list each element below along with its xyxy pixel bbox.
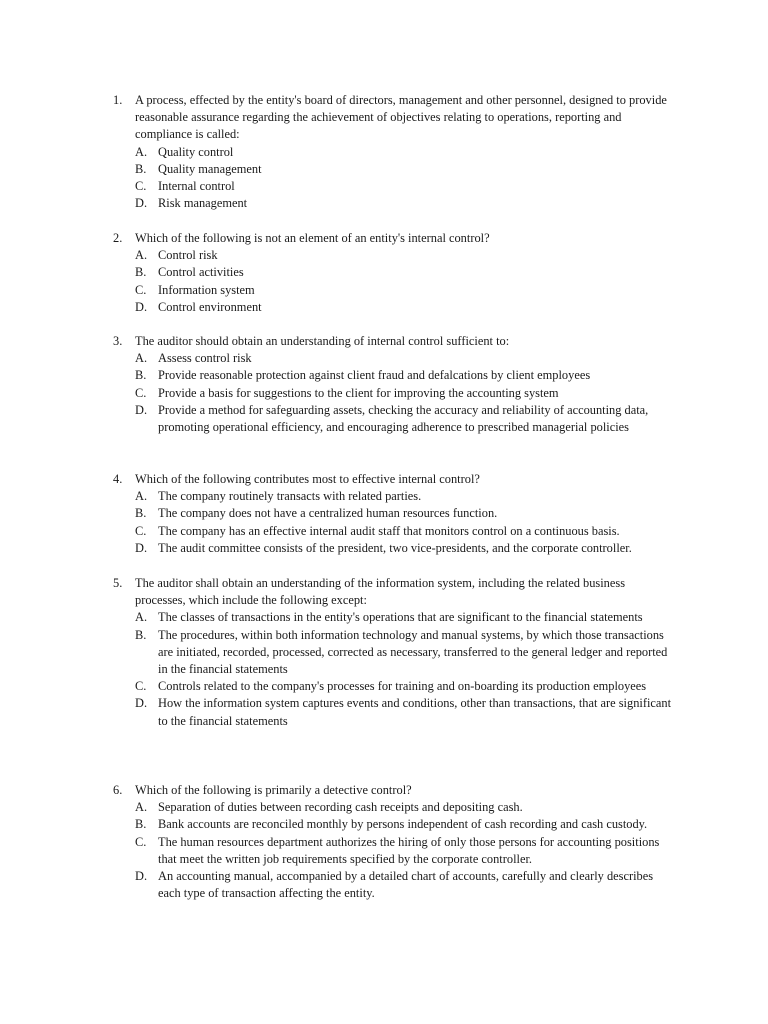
option-letter: C. [135, 282, 147, 297]
option-text: Information system [158, 282, 255, 297]
question-6-stem [0, 782, 673, 799]
question-number: 4. [113, 472, 123, 486]
question-3 [0, 333, 768, 436]
option-text: How the information system captures events and conditions, other than transactions, that are significant to the financial statements [158, 696, 672, 728]
option-letter: C. [135, 523, 147, 538]
option-text: The company does not have a centralized human resources function. [158, 506, 498, 521]
option-letter: A. [135, 489, 148, 504]
option-b [0, 627, 678, 679]
option-letter: D. [135, 402, 148, 417]
option-letter: D. [135, 196, 148, 211]
option-a [0, 609, 678, 626]
option-text: The classes of transactions in the entity's operations that are significant to the financial statements [158, 610, 643, 625]
option-letter: C. [135, 679, 147, 694]
option-text: The company has an effective internal audit staff that monitors control on a continuous basis. [158, 523, 620, 538]
option-b [0, 367, 678, 384]
question-number: 5. [113, 576, 123, 590]
question-number: 2. [113, 231, 123, 245]
option-text: Provide a basis for suggestions to the client for improving the accounting system [158, 385, 559, 400]
option-d [0, 695, 678, 729]
option-b [0, 161, 678, 178]
option-c [0, 523, 678, 540]
option-a [0, 799, 678, 816]
option-text: The company routinely transacts with related parties. [158, 489, 422, 504]
question-text: Which of the following is not an element of an entity's internal control? [135, 231, 490, 245]
option-letter: D. [135, 299, 148, 314]
option-d [0, 540, 678, 557]
question-5-stem [0, 575, 673, 609]
question-5 [0, 575, 768, 730]
question-3-stem [0, 333, 673, 350]
option-letter: B. [135, 817, 147, 832]
question-number: 6. [113, 783, 123, 797]
option-text: The procedures, within both information technology and manual systems, by which those transactions are initiated, recorded, processed, corrected as necessary, transferred to the general ledger and reported in the financial statements [158, 627, 668, 677]
option-b [0, 816, 678, 833]
option-text: Provide reasonable protection against client fraud and defalcations by client employees [158, 368, 591, 383]
option-a [0, 247, 678, 264]
option-letter: C. [135, 179, 147, 194]
option-text: Provide a method for safeguarding assets, checking the accuracy and reliability of accounting data, promoting operational efficiency, and encouraging adherence to prescribed managerial policies [158, 402, 649, 435]
option-letter: A. [135, 610, 148, 625]
question-1 [0, 92, 768, 212]
option-letter: B. [135, 368, 147, 383]
question-1-stem [0, 92, 673, 144]
question-text: Which of the following is primarily a detective control? [135, 783, 412, 797]
option-text: Control environment [158, 299, 262, 314]
question-text: A process, effected by the entity's board of directors, management and other personnel, designed to provide reasonable assurance regarding the achievement of objectives relating to operations, reporting and compliance is called: [135, 93, 667, 142]
option-letter: B. [135, 506, 147, 521]
option-text: Control activities [158, 265, 244, 280]
question-4 [0, 471, 768, 557]
question-text: The auditor shall obtain an understanding of the information system, including the related business processes, which include the following except: [135, 576, 626, 608]
option-b [0, 505, 678, 522]
option-text: The audit committee consists of the president, two vice-presidents, and the corporate controller. [158, 540, 632, 555]
question-6 [0, 782, 768, 902]
option-a [0, 488, 678, 505]
question-number: 3. [113, 334, 123, 348]
question-text: Which of the following contributes most to effective internal control? [135, 472, 480, 486]
option-c [0, 178, 678, 195]
option-letter: A. [135, 248, 148, 263]
option-letter: A. [135, 351, 148, 366]
option-letter: B. [135, 265, 147, 280]
option-text: Quality control [158, 144, 234, 159]
option-letter: D. [135, 696, 148, 711]
question-2 [0, 230, 768, 316]
option-text: Control risk [158, 248, 218, 263]
option-c [0, 385, 678, 402]
question-number: 1. [113, 93, 123, 107]
option-letter: A. [135, 800, 148, 815]
option-d [0, 402, 678, 436]
option-text: Internal control [158, 179, 235, 194]
option-a [0, 144, 678, 161]
option-d [0, 299, 678, 316]
option-d [0, 868, 678, 902]
option-text: Risk management [158, 196, 248, 211]
option-a [0, 350, 678, 367]
option-letter: C. [135, 385, 147, 400]
option-letter: B. [135, 161, 147, 176]
option-letter: C. [135, 834, 147, 849]
option-text: Assess control risk [158, 351, 252, 366]
option-text: Separation of duties between recording cash receipts and depositing cash. [158, 800, 523, 815]
question-2-stem [0, 230, 673, 247]
option-letter: B. [135, 627, 147, 642]
option-text: Bank accounts are reconciled monthly by persons independent of cash recording and cash custody. [158, 817, 648, 832]
question-4-stem [0, 471, 673, 488]
option-text: Quality management [158, 161, 262, 176]
question-text: The auditor should obtain an understanding of internal control sufficient to: [135, 334, 510, 348]
option-letter: D. [135, 869, 148, 884]
option-c [0, 678, 678, 695]
option-letter: A. [135, 144, 148, 159]
option-text: An accounting manual, accompanied by a detailed chart of accounts, carefully and clearly describes each type of transaction affecting the entity. [158, 869, 654, 901]
option-c [0, 282, 678, 299]
option-b [0, 264, 678, 281]
option-text: Controls related to the company's processes for training and on-boarding its production employees [158, 679, 647, 694]
option-text: The human resources department authorizes the hiring of only those persons for accounting positions that meet the written job requirements specified by the corporate controller. [158, 834, 660, 866]
option-letter: D. [135, 540, 148, 555]
option-d [0, 195, 678, 212]
option-c [0, 834, 678, 868]
